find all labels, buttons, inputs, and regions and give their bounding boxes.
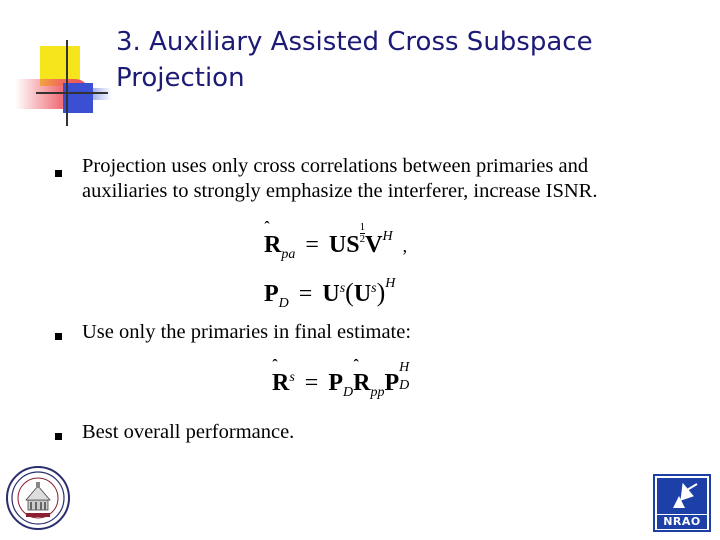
slide-title [116,24,676,96]
eq2-sup-s2: s [371,281,377,296]
eq2-sup-h: H [385,276,396,291]
eq1-sup-h: H [382,229,393,244]
bullet-text-2: Use only the primaries in final estimate: [82,321,412,343]
eq1-u: U [328,232,347,258]
eq2-lparen: ( [345,278,354,307]
equation-3 [272,360,413,401]
eq1-sub-pa: pa [281,246,296,262]
title-line-1: 3. Auxiliary Assisted Cross Subspace [116,27,593,57]
eq1-frac-den: 2 [359,233,366,245]
bullet-marker-1 [55,170,62,177]
eq2-rparen: ) [376,278,386,307]
bullet-marker-2 [55,333,62,340]
eq3-sub-d2: D [399,378,410,393]
title-deco-blue-fade [82,88,112,100]
eq3-p1: P [328,370,344,396]
eq3-rhat2 [353,370,370,396]
eq3-sub-d1: D [343,384,354,400]
title-deco-vertical-line [66,40,68,126]
eq2-sub-d: D [278,295,289,311]
eq1-s: S [346,232,360,258]
nrao-logo [653,474,711,532]
eq1-r: R [264,232,282,258]
nrao-logo-text: NRAO [663,515,701,528]
university-seal-icon [6,466,70,530]
eq3-sup-s: s [289,370,295,385]
eq3-equals: = [304,370,319,396]
eq3-p2: P [384,370,400,396]
eq1-equals: = [305,232,319,258]
bullet-1-line-1: Projection uses only cross correlations between primaries and [82,155,589,177]
eq3-rhat [272,370,289,396]
bullet-1-line-2: auxiliaries to strongly emphasize the interferer, increase ISNR. [82,180,598,202]
eq2-u2: U [353,281,372,307]
eq2-p: P [264,281,279,307]
equation-1 [264,222,407,263]
eq3-r2: R [353,370,371,396]
eq3-sub-pp: pp [370,384,385,400]
eq3-p2-scripts [399,360,413,393]
eq3-sup-h: H [399,360,410,375]
bullet-marker-3 [55,433,62,440]
eq2-equals: = [298,281,313,307]
title-deco-horizontal-line [36,92,108,94]
bullet-text-3: Best overall performance. [82,421,295,443]
eq3-r: R [272,370,290,396]
eq1-comma: , [402,236,408,256]
title-line-2: Projection [116,63,245,93]
eq1-rhat [264,232,281,258]
eq1-frac-num: 1 [359,221,366,233]
eq1-v: V [365,232,383,258]
bullet-text-1 [82,154,702,204]
eq2-sup-s1: s [339,281,346,296]
eq2-u1: U [322,281,340,307]
equation-2 [264,276,395,312]
